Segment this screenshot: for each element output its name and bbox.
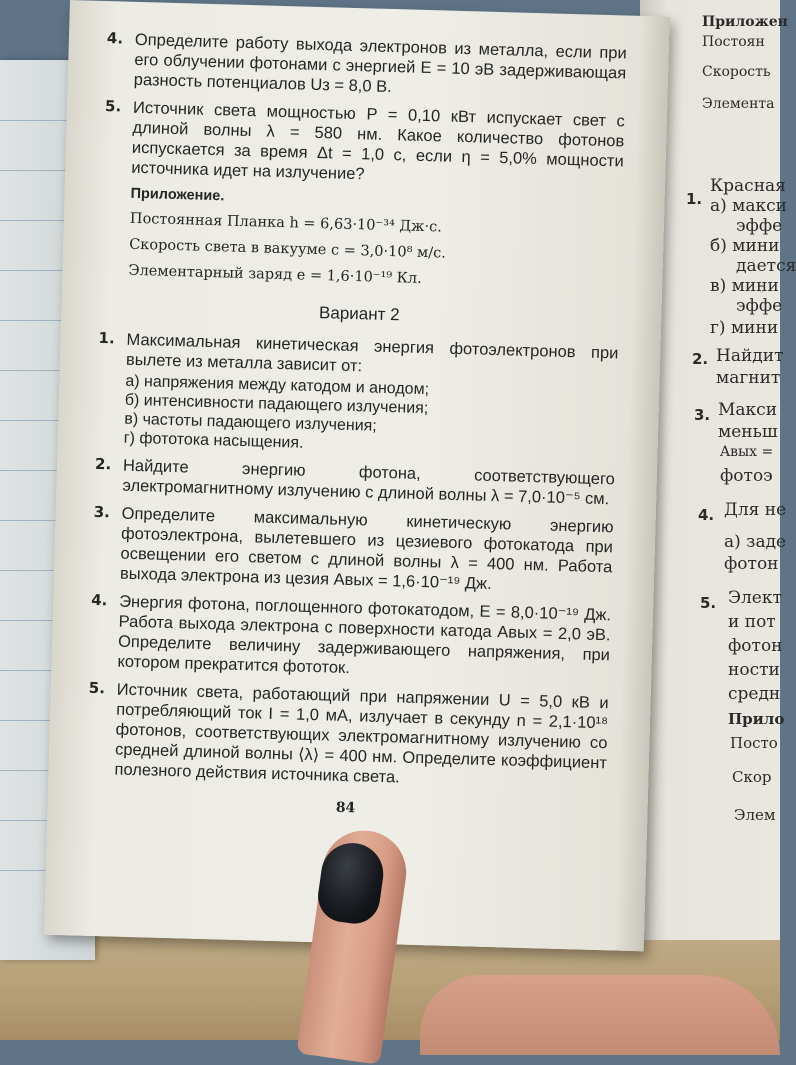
- right-line: Скорость: [702, 64, 771, 80]
- right-line: Приложен: [702, 14, 788, 30]
- right-line: а) макси: [710, 196, 788, 216]
- answer-options: [124, 372, 618, 462]
- problem-text: Источник света, работающий при напряжении U = 5,0 кВ и потребляющий ток I = 1,0 мА, излучает в секунду n = 2,1·10¹⁸ фотонов, соответствующих электромагнитному излучению со средней длиной волны ⟨λ⟩ = 400 нм. Определите коэффициент полезного действия источника света.: [114, 680, 609, 787]
- appendix: [100, 185, 623, 297]
- right-line: меньш: [718, 422, 778, 442]
- right-line: г) мини: [710, 318, 779, 338]
- right-line: Найдит: [716, 346, 784, 366]
- problem-v2-1: [96, 329, 619, 461]
- problem-number: 5.: [104, 97, 122, 116]
- problem-text: Максимальная кинетическая энергия фотоэлектронов при вылете из металла зависит от:: [125, 330, 619, 376]
- problem-v2-4: [89, 591, 611, 685]
- right-line: эффе: [736, 296, 783, 316]
- problem-text: Определите работу выхода электронов из металла, если при его облучении фотонами с энергией E = 10 эВ задерживающая разность потенциалов Uз = 8,0 В.: [133, 30, 627, 97]
- right-line: в) мини: [710, 276, 779, 296]
- right-line: Для не: [724, 500, 787, 520]
- right-line: Красная: [710, 176, 786, 196]
- problem-number: 4.: [91, 590, 108, 610]
- problem-text: Источник света мощностью P = 0,10 кВт испускает свет с длиной волны λ = 580 нм. Какое количество фотонов испускается за время Δt = 1,0 с, если η = 5,0% мощности источника идет на излучение?: [131, 98, 626, 184]
- right-line: дается: [736, 256, 796, 276]
- problem-text: Энергия фотона, поглощенного фотокатодом, E = 8,0·10⁻¹⁹ Дж. Работа выхода электрона с поверхности катода Aвых = 2,0 эВ. Определите величину задерживающего напряжения, при котором прекратится фототок.: [117, 592, 612, 678]
- book-page: [44, 0, 670, 951]
- answer-option: г) фототока насыщения.: [123, 429, 304, 452]
- problem-number: 2.: [94, 454, 112, 474]
- right-line: Элемента: [702, 96, 775, 112]
- right-line: Посто: [730, 734, 778, 752]
- problem-number: 4.: [106, 29, 124, 48]
- problem-number: 3.: [93, 502, 111, 522]
- right-line: ности: [728, 660, 780, 680]
- right-num: 3.: [694, 406, 711, 424]
- right-line: Скор: [732, 768, 772, 786]
- appendix-line: Постоянная Планка h = 6,63·10⁻³⁴ Дж·с.: [129, 210, 443, 236]
- right-num: 1.: [686, 190, 703, 208]
- problem-v2-2: [94, 455, 615, 510]
- right-line: б) мини: [710, 236, 780, 256]
- appendix-heading: Приложение.: [130, 185, 225, 205]
- right-line: Элект: [728, 588, 782, 608]
- appendix-line: Скорость света в вакууме c = 3,0·10⁸ м/с.: [128, 236, 447, 262]
- problem-v2-3: [92, 503, 614, 597]
- right-line: и пот: [728, 612, 776, 632]
- answer-option: в) частоты падающего излучения;: [124, 410, 377, 435]
- right-num: 4.: [698, 506, 715, 524]
- right-line: средн: [728, 684, 781, 704]
- right-line: Aвых =: [720, 444, 774, 460]
- right-line: Макси: [718, 400, 778, 420]
- right-line: Постоян: [702, 34, 765, 50]
- hand: [420, 975, 780, 1055]
- appendix-line: Элементарный заряд e = 1,6·10⁻¹⁹ Кл.: [128, 262, 422, 287]
- right-num: 5.: [700, 594, 717, 612]
- right-num: 2.: [692, 350, 709, 368]
- page-content: [85, 29, 627, 823]
- right-line: фотон: [724, 554, 779, 574]
- problem-number: 1.: [98, 328, 115, 348]
- right-line: Прило: [728, 710, 785, 728]
- problem-top-5: [103, 97, 625, 191]
- problem-text: Определите максимальную кинетическую энергию фотоэлектрона, вылетевшего из цезиевого фотокатода при освещении его светом с длиной волны λ = 400 нм. Работа выхода электрона из цезия Aвых = 1,6·10⁻¹⁹ Дж.: [119, 504, 614, 593]
- problem-top-4: [106, 29, 627, 103]
- problem-text: Найдите энергию фотона, соответствующего электромагнитному излучению с длиной волны λ = 7,0·10⁻⁵ см.: [122, 456, 616, 509]
- right-line: фотоэ: [720, 466, 773, 486]
- variant-title: Вариант 2: [318, 303, 400, 325]
- page-number: 84: [335, 799, 356, 817]
- right-line: эффе: [736, 216, 783, 236]
- right-line: фотон: [728, 636, 783, 656]
- problem-v2-5: [86, 679, 609, 793]
- right-line: а) заде: [724, 532, 787, 552]
- answer-option: б) интенсивности падающего излучения;: [124, 391, 429, 418]
- answer-option: а) напряжения между катодом и анодом;: [125, 372, 430, 399]
- right-line: Элем: [734, 806, 776, 824]
- problem-number: 5.: [88, 678, 106, 698]
- right-line: магнит: [716, 368, 781, 388]
